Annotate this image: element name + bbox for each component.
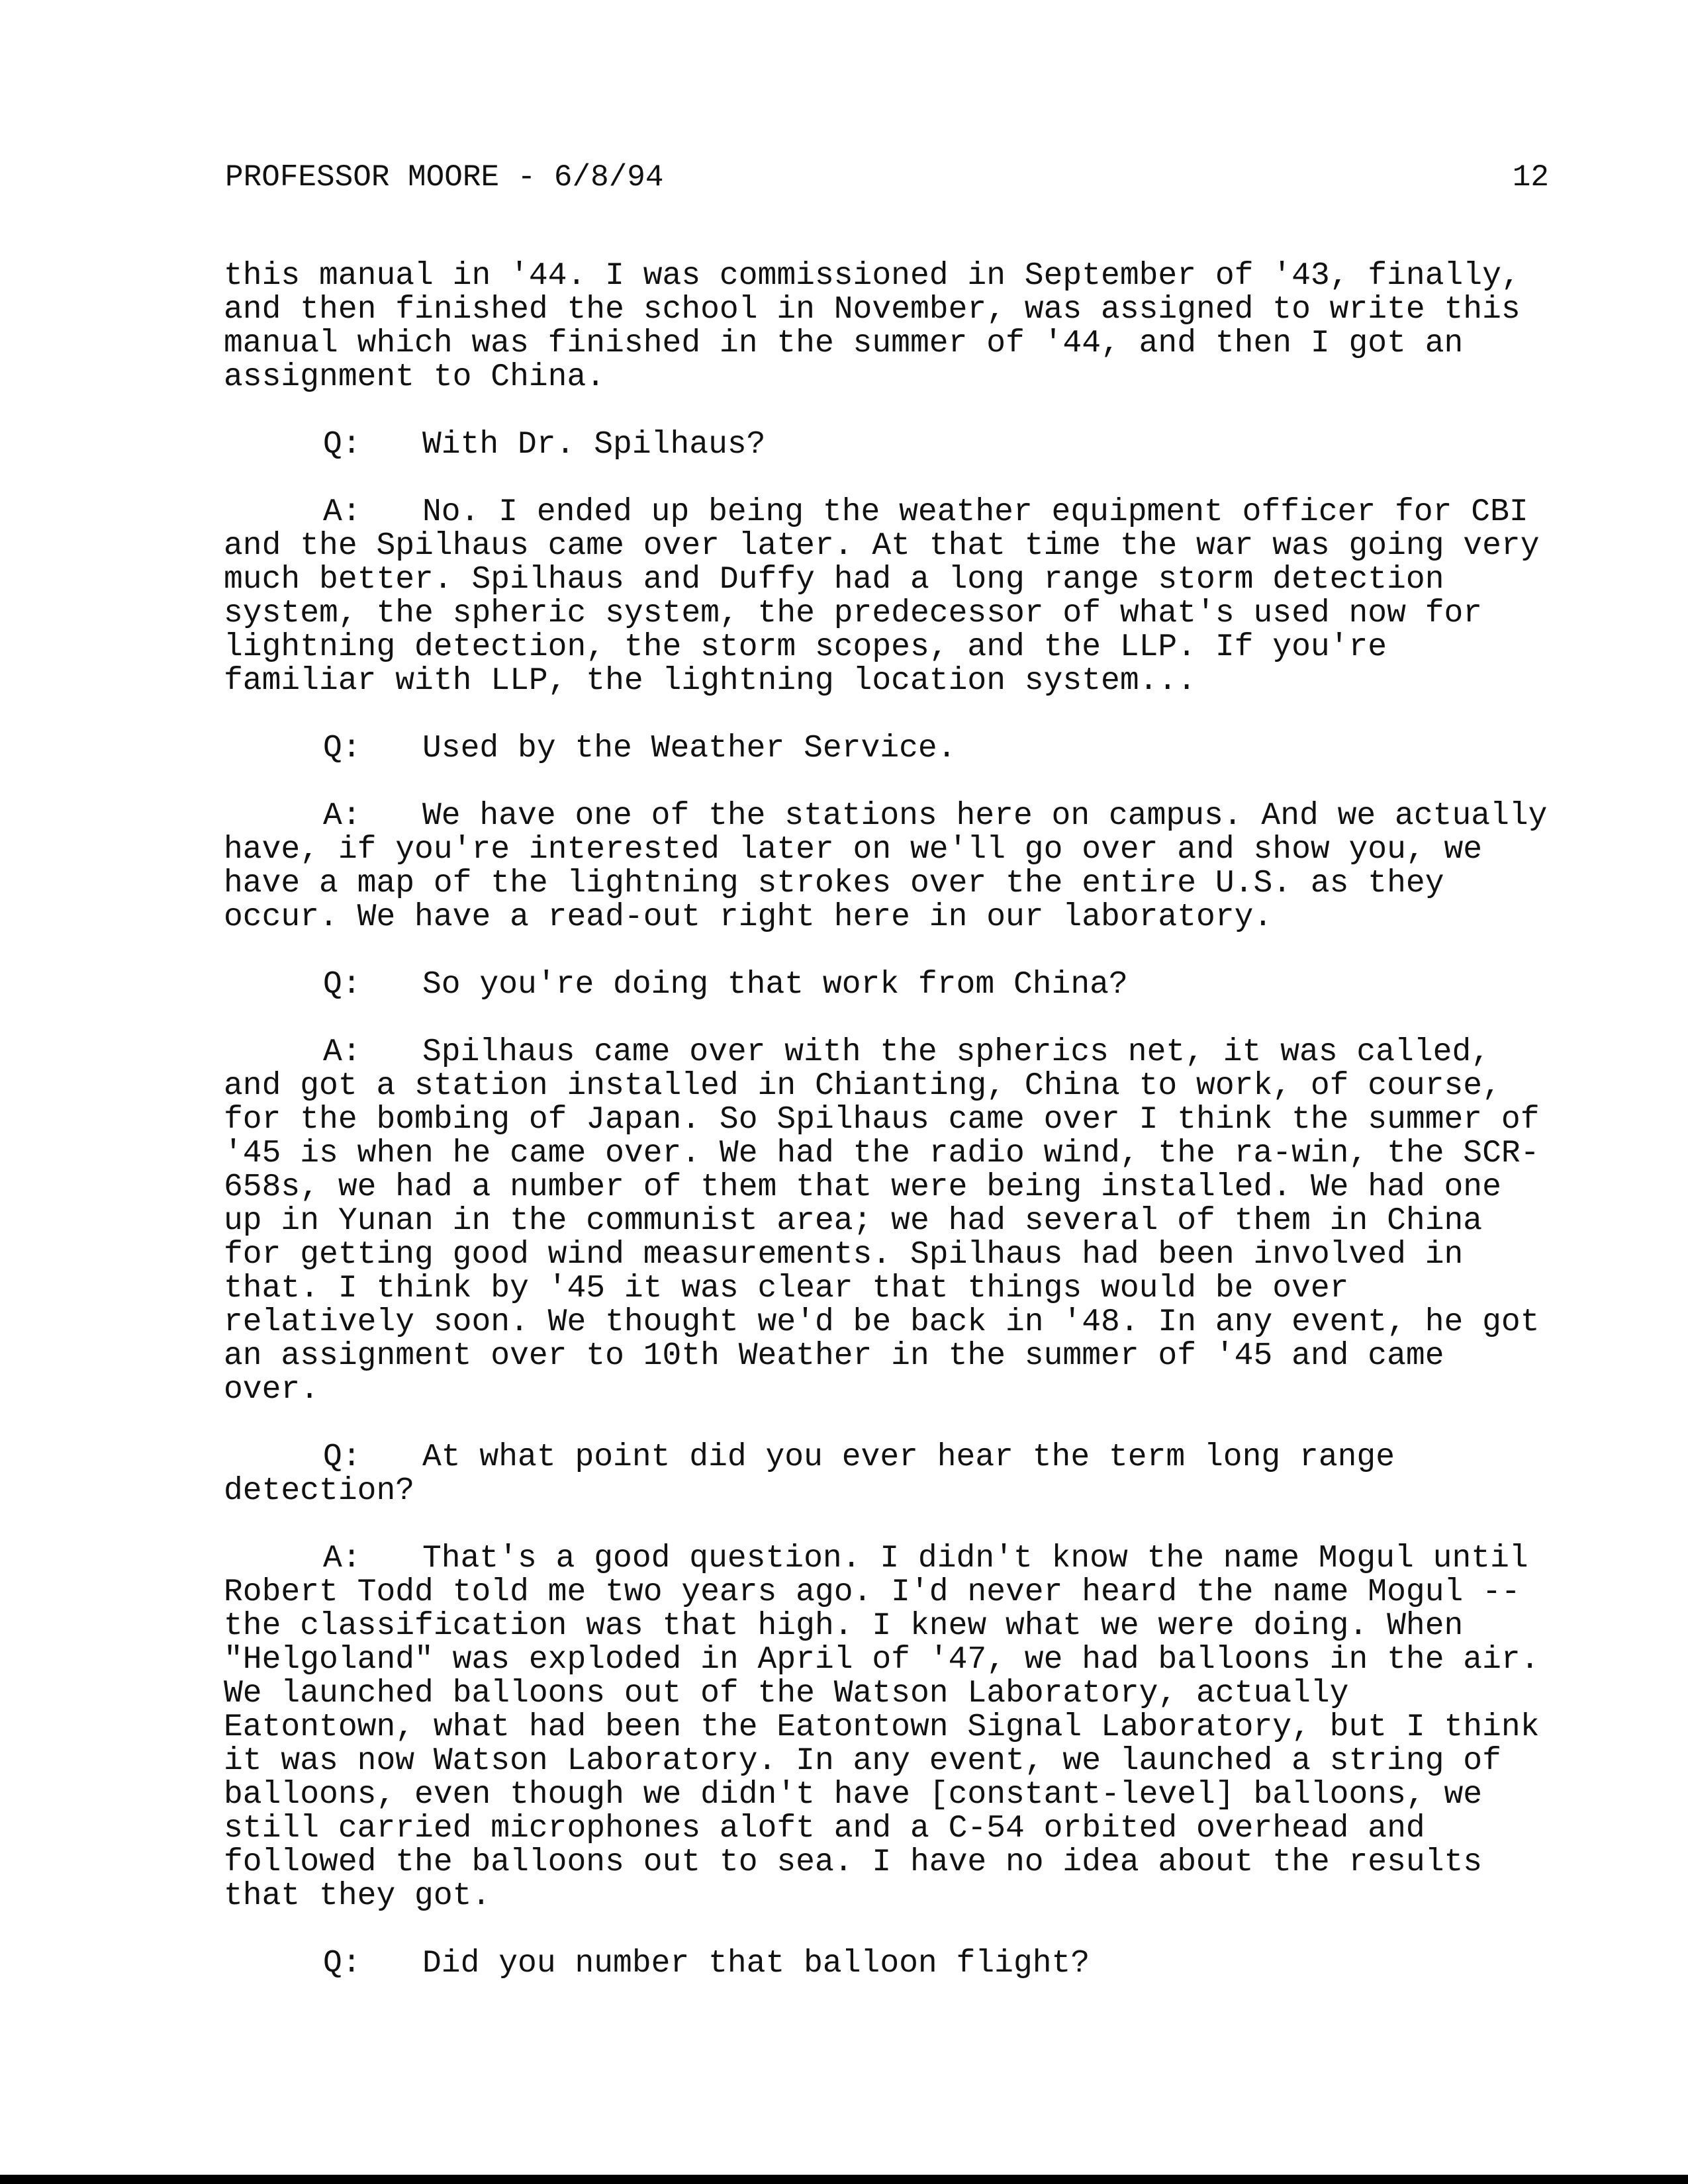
speaker-label: Q: (323, 967, 361, 1003)
answer-paragraph (224, 1542, 1554, 1913)
paragraph-text: At what point did you ever hear the term long range detection? (224, 1439, 1395, 1509)
speaker-label: Q: (323, 1946, 361, 1981)
answer-paragraph (224, 1036, 1554, 1407)
speaker-label: A: (323, 494, 361, 530)
speaker-label: A: (323, 798, 361, 834)
document-title: PROFESSOR MOORE - 6/8/94 (225, 160, 664, 195)
question-paragraph (224, 1947, 1554, 1981)
transcript-paragraph (224, 259, 1554, 394)
paragraph-text: We have one of the stations here on campus. And we actually have, if you're interested later on we'll go over and show you, we have a map of the lightning strokes over the entire U.S. as they occur. We have a read-out right here in our laboratory. (224, 798, 1548, 935)
paragraph-text: No. I ended up being the weather equipment officer for CBI and the Spilhaus came over later. At that time the war was going very much better. Spilhaus and Duffy had a long range storm detection system, the spheric system, the predecessor of what's used now for lightning detection, the storm scopes, and the LLP. If you're familiar with LLP, the lightning location system... (224, 494, 1540, 699)
paragraph-text: So you're doing that work from China? (422, 967, 1128, 1003)
question-paragraph (224, 968, 1554, 1002)
question-paragraph (224, 1441, 1554, 1508)
speaker-label: A: (323, 1541, 361, 1576)
speaker-label: Q: (323, 1439, 361, 1475)
speaker-label: Q: (323, 427, 361, 463)
paragraph-text: this manual in '44. I was commissioned in September of '43, finally, and then finished the school in November, was assigned to write this manual which was finished in the summer of '44, and then I got an assignment to China. (224, 258, 1521, 395)
speaker-label: A: (323, 1034, 361, 1070)
paragraph-text: Did you number that balloon flight? (422, 1946, 1090, 1981)
transcript-body (224, 259, 1554, 2015)
answer-paragraph (224, 799, 1554, 934)
scan-bottom-edge (0, 2175, 1688, 2184)
paragraph-text: That's a good question. I didn't know the name Mogul until Robert Todd told me two years ago. I'd never heard the name Mogul -- the classification was that high. I knew what we were doing. When "Helgoland" was exploded in April of '47, we had balloons in the air. We launched balloons out of the Watson Laboratory, actually Eatontown, what had been the Eatontown Signal Laboratory, but I think it was now Watson Laboratory. In any event, we launched a string of balloons, even though we didn't have [constant-level] balloons, we still carried microphones aloft and a C-54 orbited overhead and followed the balloons out to sea. I have no idea about the results that they got. (224, 1541, 1540, 1914)
page-number: 12 (1512, 160, 1549, 195)
paragraph-text: With Dr. Spilhaus? (422, 427, 766, 463)
answer-paragraph (224, 496, 1554, 698)
page-header (225, 158, 1549, 197)
question-paragraph (224, 732, 1554, 766)
paragraph-text: Spilhaus came over with the spherics net, it was called, and got a station installed in Chianting, China to work, of course, for the bombing of Japan. So Spilhaus came over I think the summer of '45 is when he came over. We had the radio wind, the ra-win, the SCR-658s, we had a number of them that were being installed. We had one up in Yunan in the communist area; we had several of them in China for getting good wind measurements. Spilhaus had been involved in that. I think by '45 it was clear that things would be over relatively soon. We thought we'd be back in '48. In any event, he got an assignment over to 10th Weather in the summer of '45 and came over. (224, 1034, 1540, 1408)
paragraph-text: Used by the Weather Service. (422, 731, 957, 766)
speaker-label: Q: (323, 731, 361, 766)
question-paragraph (224, 428, 1554, 462)
